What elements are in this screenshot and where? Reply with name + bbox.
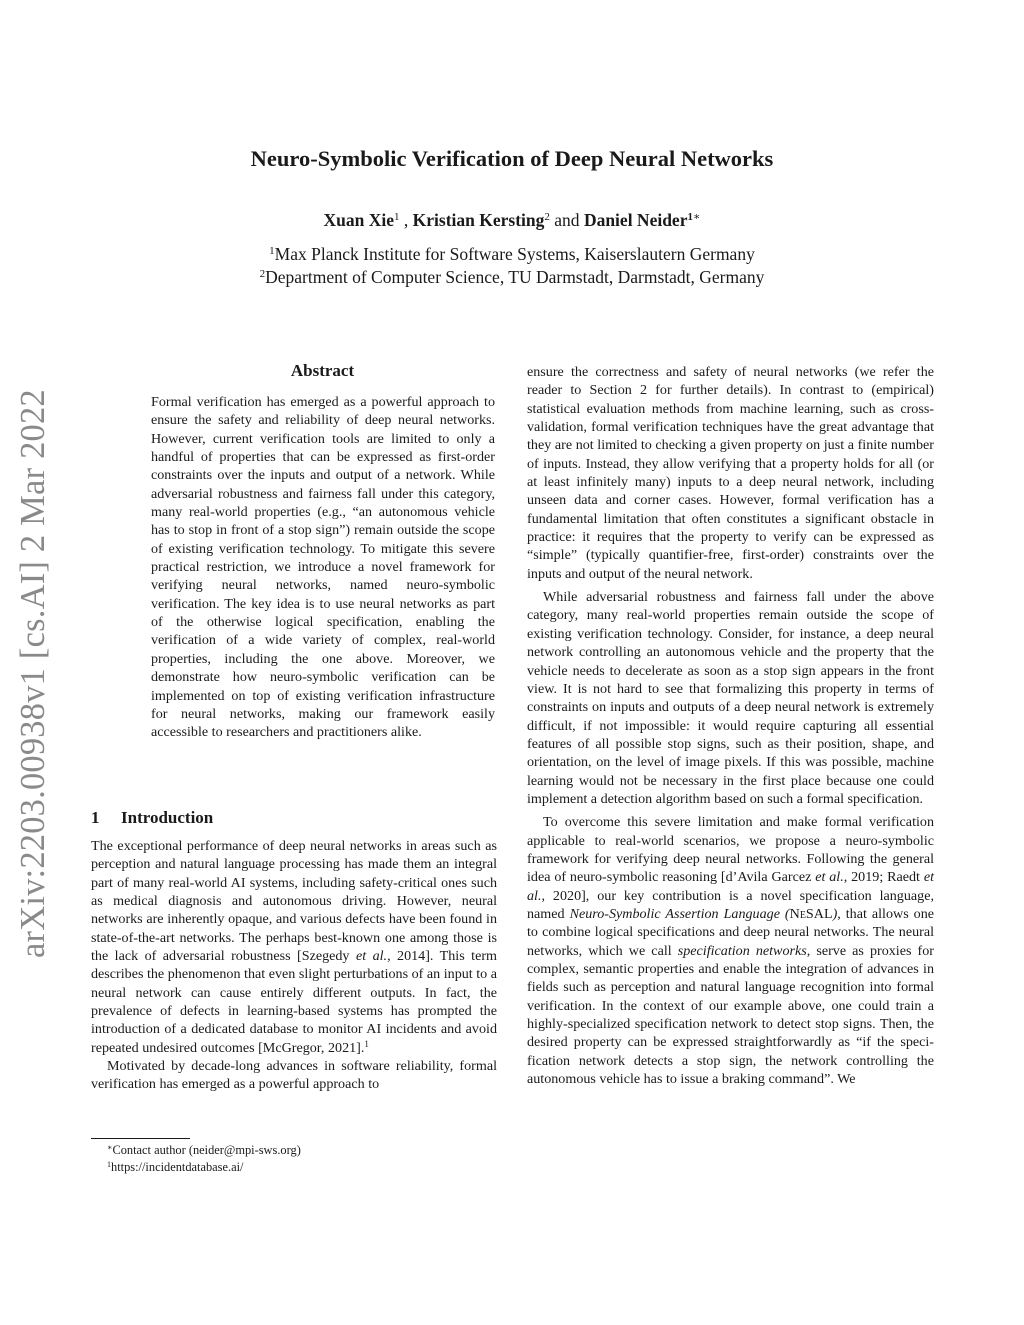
- footnote-contact: ∗Contact author (neider@mpi-sws.org): [107, 1143, 301, 1157]
- footnote-divider: [91, 1138, 190, 1139]
- author-name: Kristian Kersting: [412, 210, 545, 230]
- paragraph: The exceptional performance of deep neural networks in areas such as perception and natural language processing has made them an integral part of many real-world AI systems, including safety-critical ones such as medical diagnosis and autonomous driving. However, neural networks are inherently opaque, and various defects have been found in state-of-the-art networks. The perhaps best-known one among those is the lack of adversarial robustness [Szegedy et al., 2014]. This term describes the phenomenon that even slight perturbations of an input to a neural network can cause entirely different outputs. In fact, the prevalence of defects in learning-based systems has prompted the introduction of a dedicated database to monitor AI incidents and avoid repeated undesired outcomes [McGregor, 2021].$^1$: [91, 838, 497, 1056]
- footnote-1: $^1$https://incidentdatabase.ai/: [107, 1159, 244, 1174]
- footnotes: [107, 1142, 301, 1175]
- paper-title: Neuro-Symbolic Verification of Deep Neural Networks: [250, 146, 774, 171]
- affiliation-mark: 2: [544, 211, 550, 223]
- author-list: [0, 210, 1024, 231]
- affiliation-mark: 1∗: [687, 211, 701, 223]
- affiliation-2: [0, 267, 1024, 288]
- paragraph: To overcome this severe limitation and make formal verification applicable to real-world scenarios, we propose a neuro-symbolic framework for verifying deep neural networks. Following the general idea of neuro-symbolic reasoning [d’Avila Garcez et al., 2019; Raedt et al., 2020], our key contribution is a novel specification language, named Neuro-Symbolic Assertion Language (NeSAL), that allows one to combine logical specifications and deep neural networks. The neural networks, which we call specification networks, serve as proxies for complex, semantic properties and enable the integration of advances in fields such as perception and natural language recognition into formal verification. In the context of our example above, one could train a highly-specialized specification network to detect stop signs. Then, the desired property can be expressed straightforwardly as “if the specification network detects a stop sign, the network controlling the autonomous vehicle has to issue a braking command”. We: [527, 814, 935, 1088]
- paragraph: While adversarial robustness and fairness fall under the above category, many real-world properties remain outside the scope of existing verification technology. Consider, for instance, a deep neural network controlling an autonomous vehicle and the property that the vehicle needs to decelerate as soon as a stop sign appears in the front view. It is not hard to see that formalizing this property in terms of constraints on inputs and outputs of a deep neural network is extremely difficult, if not impossible: it would require capturing all essential features of all possible stop signs, such as their position, shape, and orientation, on the level of image pixels. If this was possible, machine learning would not be necessary in the first place because one could implement a detection algorithm based on such a formal specification.: [527, 589, 934, 807]
- affiliation-mark: 1: [269, 245, 275, 257]
- footnote-mark: 1: [364, 1038, 369, 1049]
- affiliation-text: Department of Computer Science, TU Darmstadt, Darmstadt, Germany: [265, 267, 765, 287]
- section-title: Introduction: [121, 808, 214, 827]
- paragraph: ensure the correctness and safety of neural networks (we refer the reader to Section 2 for further details). In contrast to (empirical) statistical evaluation methods from machine learning, such as cross-validation, formal verification techniques have the great advantage that they are not limited to checking a given property on just a finite number of inputs. Instead, they allow verifying that a property holds for all (or at least infinitely many) inputs to a deep neural network, including unseen data and corner cases. However, formal verification has a fundamental limitation that often constitutes a significant obstacle in practice: it requires that the property to verify can be expressed as “simple” (typically quantifier-free, first-order) constraints over the inputs and output of the neural network.: [527, 364, 934, 582]
- author-name: Xuan Xie: [323, 210, 395, 230]
- affiliation-mark: 2: [259, 268, 266, 280]
- right-column-body: [527, 363, 934, 1088]
- paragraph: Motivated by decade-long advances in software reliability, formal verification has emerged as a powerful approach to: [91, 1058, 497, 1093]
- author-name: Daniel Neider: [583, 210, 688, 230]
- affiliation-mark: 1: [394, 211, 400, 223]
- section-number: 1: [91, 808, 100, 827]
- footnote-link[interactable]: https://incidentdatabase.ai/: [111, 1159, 244, 1174]
- left-column-body: [91, 837, 497, 1094]
- abstract-heading: Abstract: [290, 361, 355, 380]
- author-separator: and: [549, 210, 584, 230]
- abstract-body: Formal verification has emerged as a powerful approach to ensure the safety and reliability of deep neural networks. However, current verification tools are limited to only a handful of properties that can be expressed as first-order constraints over the inputs and output of a network. While adversarial robustness and fairness fall under this category, many real-world properties (e.g., “an autonomous vehicle has to stop in front of a stop sign”) remain outside the scope of existing verification technology. To mitigate this severe practical restriction, we introduce a novel framework for verifying neural networks, named neuro-symbolic verification. The key idea is to use neural networks as part of the otherwise logical specification, enabling the verification of a wide variety of complex, real-world properties, including the one above. Moreover, we demonstrate how neuro-symbolic verification can be implemented on top of existing verification infrastructure for neural networks, making our framework easily accessible to researchers and practitioners alike.: [151, 394, 495, 741]
- author-separator: ,: [399, 210, 413, 230]
- affiliation-1: [0, 244, 1024, 265]
- section-heading-introduction: [91, 808, 213, 828]
- affiliation-text: Max Planck Institute for Software Systems, Kaiserslautern Germany: [274, 244, 755, 264]
- arxiv-identifier-stamp: arXiv:2203.00938v1 [cs.AI] 2 Mar 2022: [14, 389, 52, 958]
